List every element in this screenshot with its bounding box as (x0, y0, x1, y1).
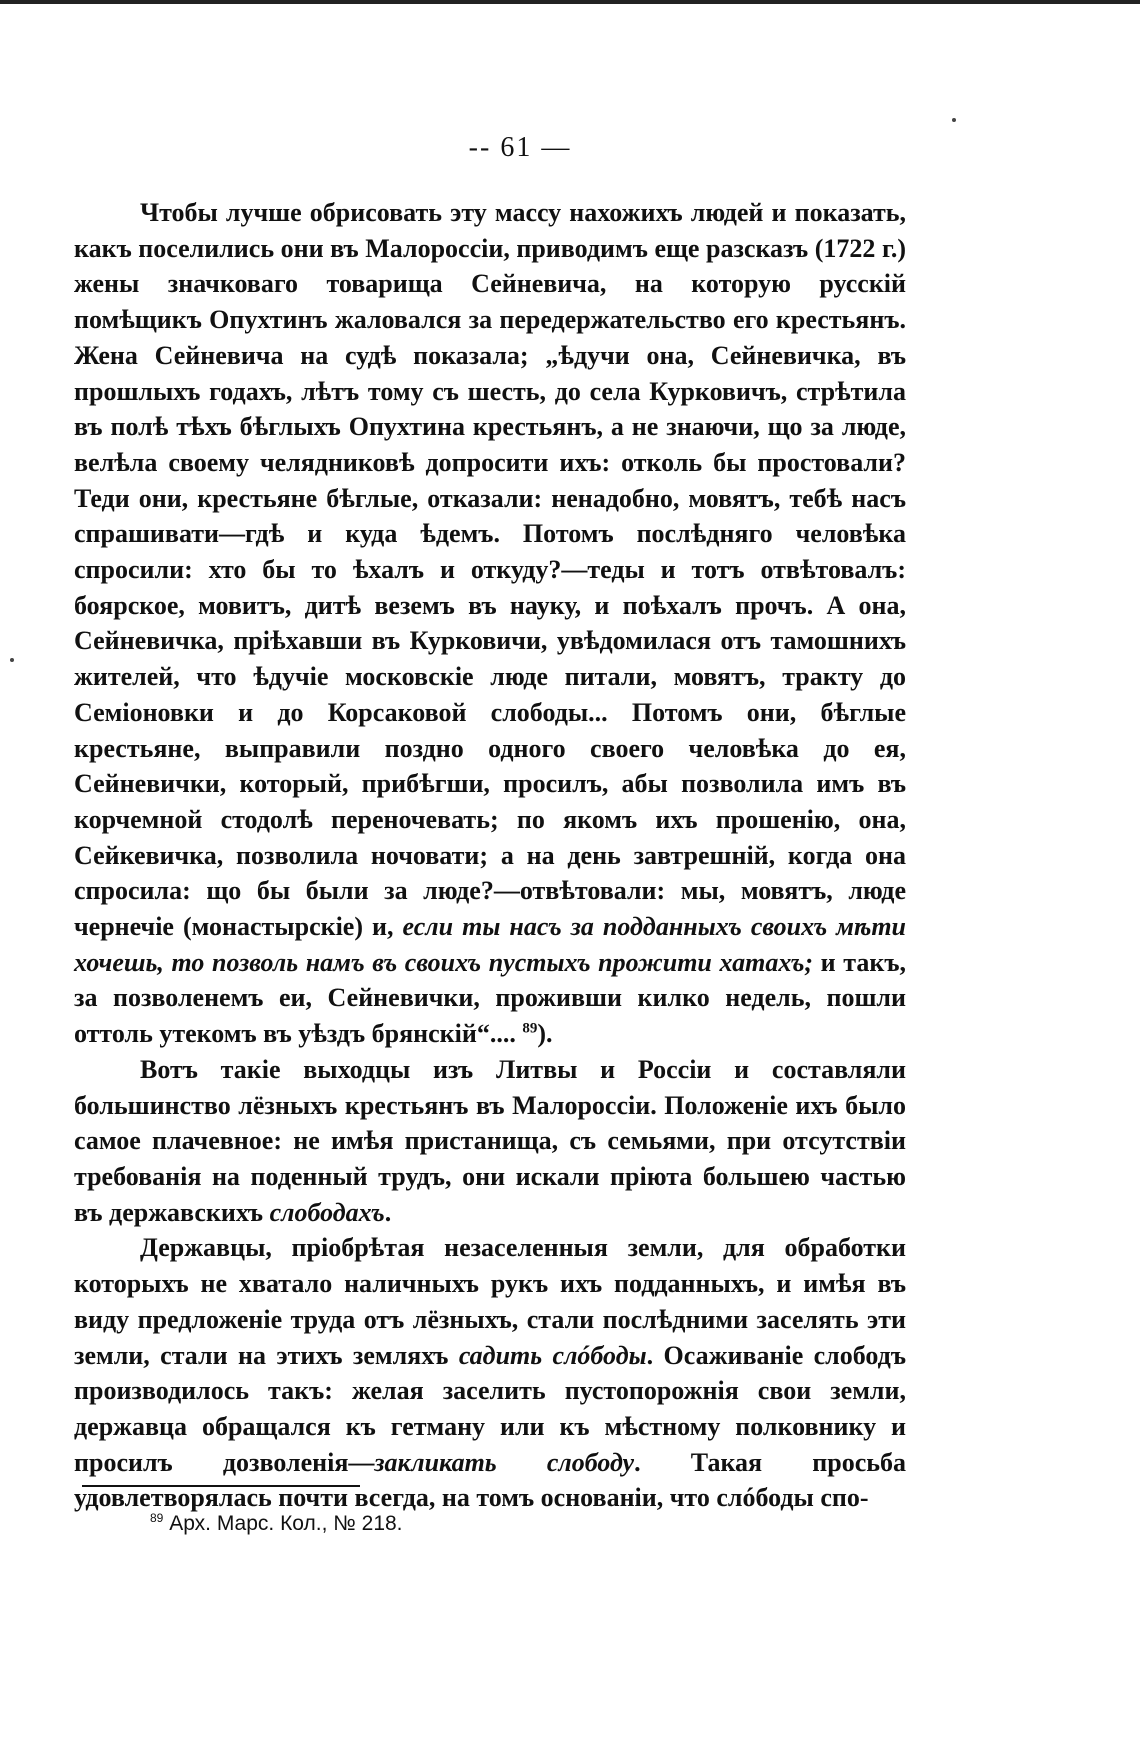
footnote-rule (82, 1485, 360, 1487)
text-run: . Такая просьба удовлетворялась почти всегда, на томъ основаніи, что слóбоды спо- (74, 1447, 906, 1513)
italic-run: слободахъ (269, 1197, 385, 1227)
text-run: Державцы, пріобрѣтая незаселенныя земли, для обработки которыхъ не хватало наличныхъ рукъ ихъ подданныхъ, и имѣя въ виду предложеніе труда отъ лёзныхъ, стали послѣдними заселять эти земли, стали на этихъ земляхъ (74, 1233, 906, 1370)
text-run: Вотъ такіе выходцы изъ Литвы и Россіи и составляли большинство лёзныхъ крестьянъ въ Малороссіи. Положеніе ихъ было самое плачевное: не имѣя пристанища, съ семьями, при отсутствіи требованія на поденный трудъ, они искали пріюта большею частью въ державскихъ (74, 1054, 906, 1227)
top-edge-rule (0, 0, 1140, 4)
italic-run: садить слóбоды (458, 1340, 647, 1370)
footnote-marker: 89 (150, 1511, 164, 1525)
text-run: Чтобы лучше обрисовать эту массу нахожихъ людей и показать, какъ поселились они въ Малороссіи, приводимъ еще разсказъ (1722 г.) жены значковаго товарища Сейневича, на которую русскій помѣщикъ Опухтинъ жаловался за передержательство его крестьянъ. Жена Сейневича на судѣ показала; „ѣдучи она, Сейневичка, въ прошлыхъ годахъ, лѣтъ тому съ шесть, до села Курковичъ, стрѣтила въ полѣ тѣхъ бѣглыхъ Опухтина крестьянъ, а не знаючи, що за люде, велѣла своему челядниковѣ допросити ихъ: отколь бы простовали? Теди они, крестьяне бѣглые, отказали: ненадобно, мовятъ, тебѣ насъ спрашивати—гдѣ и куда ѣдемъ. Потомъ послѣдняго человѣка спросили: хто бы то ѣхалъ и откуду?—теды и тотъ отвѣтовалъ: боярское, мовитъ, дитѣ веземъ въ науку, и поѣхалъ прочъ. А она, Сейневичка, пріѣхавши въ Курковичи, увѣдомилася отъ тамошнихъ жителей, что ѣдучіе московскіе люде питали, мовятъ, тракту до Семіоновки и до Корсаковой слободы... Потомъ они, бѣглые крестьяне, выправили поздно одного своего человѣка до ея, Сейневички, который, прибѣгши, просилъ, абы позволила имъ въ корчемной стодолѣ переночевать; по якомъ ихъ прошенію, она, Сейкевичка, позволила ночовати; а на день завтрешній, когда она спросила: що бы были за люде?—отвѣтовали: мы, мовятъ, люде чернечіе (монастырскіе) и, (74, 198, 906, 942)
italic-run: если ты насъ за подданныхъ своихъ мѣти хочешь, то позволь намъ въ своихъ пустыхъ прожити хатахъ; (74, 912, 907, 977)
text-run: и такъ, за позволенемъ еи, Сейневички, проживши килко недель, пошли оттоль утекомъ въ уѣздъ брянскій“.... (74, 947, 906, 1049)
scan-speck (952, 118, 956, 122)
text-run: . Осаживаніе слободъ производилось такъ: желая заселить пустопорожнія свои земли, державца обращался къ гетману или къ мѣстному полковнику и просилъ дозволенія— (74, 1340, 906, 1477)
main-text (74, 195, 906, 1516)
text-run: . (384, 1197, 392, 1227)
text-run: ). (537, 1019, 553, 1049)
paragraph-1 (74, 195, 906, 1052)
footnote-reference: 89 (522, 1020, 538, 1037)
footnote-text: Арх. Марс. Кол., № 218. (163, 1512, 403, 1535)
page-number: -- 61 — (468, 132, 572, 163)
paragraph-2 (74, 1052, 906, 1231)
italic-run: закликать слободу (374, 1447, 635, 1477)
paragraph-3 (74, 1230, 906, 1516)
footnote (150, 1510, 403, 1538)
scan-speck (10, 658, 14, 662)
